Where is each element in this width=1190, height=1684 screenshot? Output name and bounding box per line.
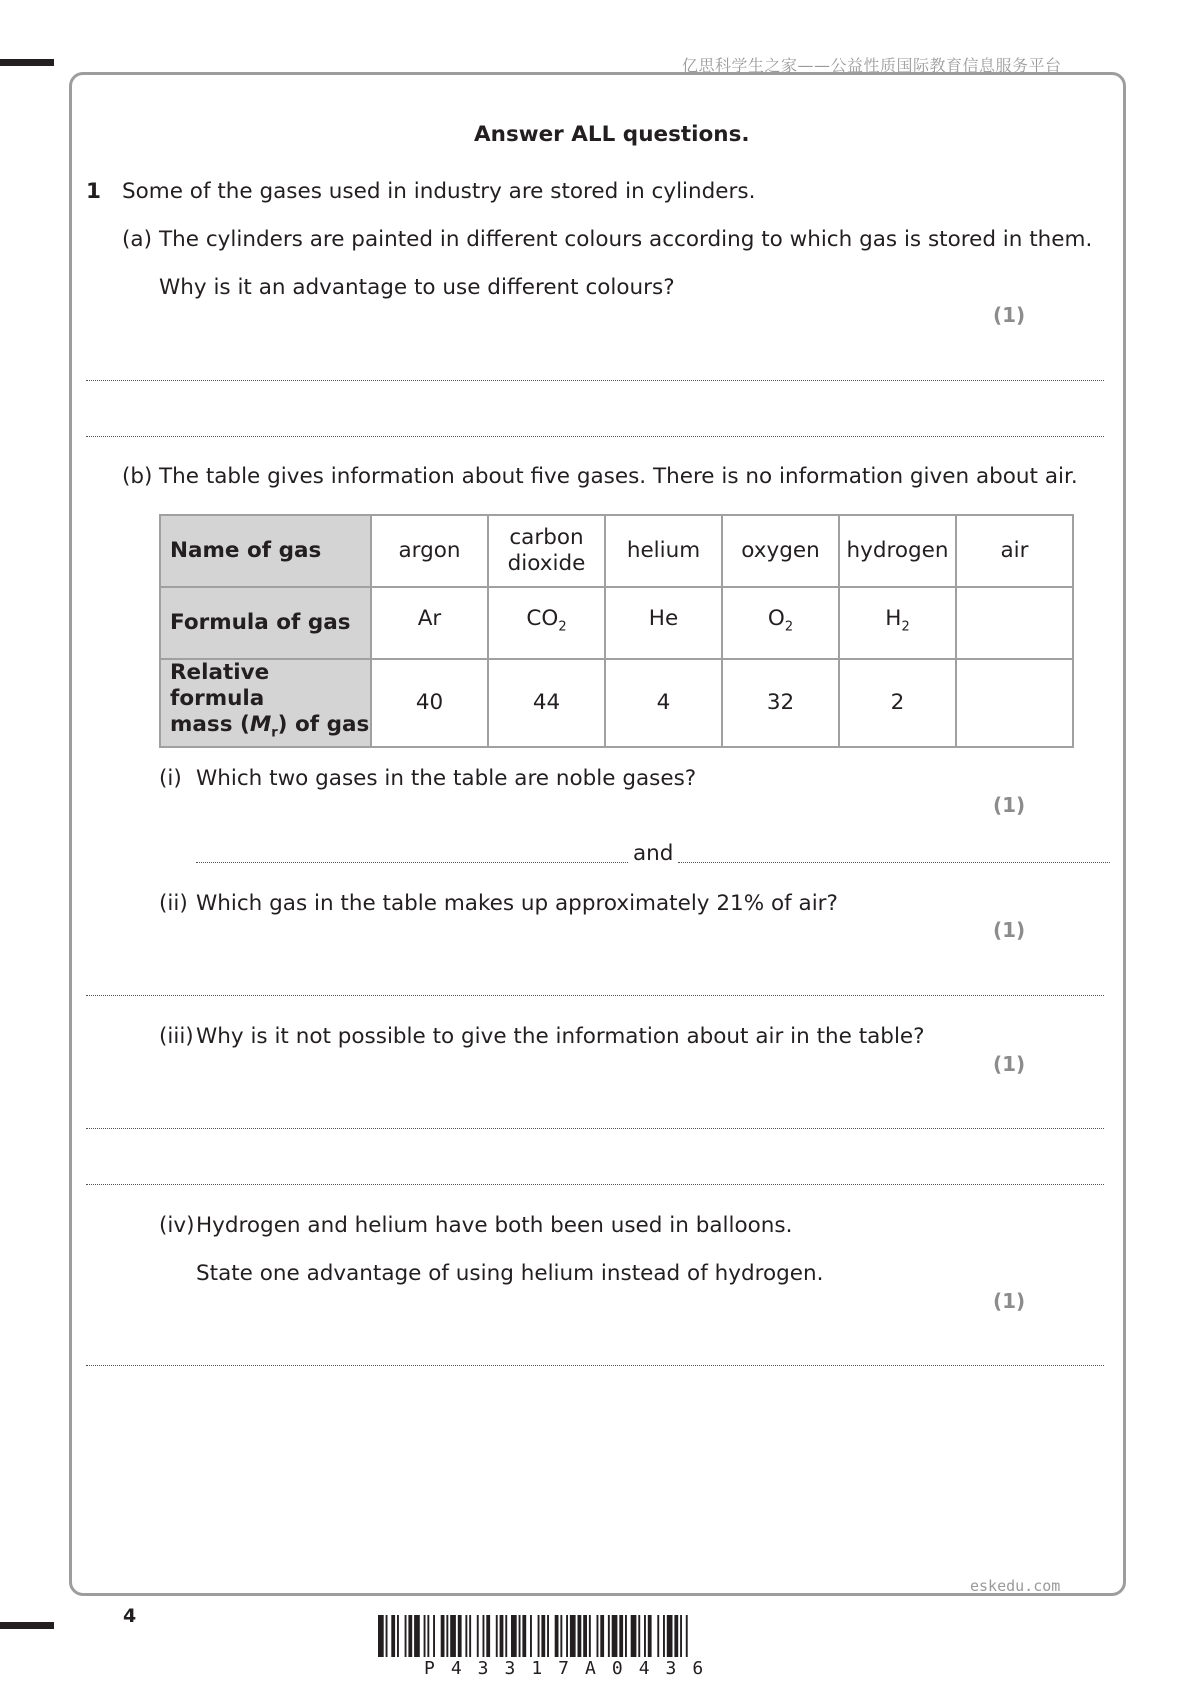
instructions-heading: Answer ALL questions. <box>474 122 750 147</box>
table-cell <box>488 587 605 659</box>
table-cell <box>722 587 839 659</box>
table-cell: 44 <box>488 659 605 747</box>
header-text: mass ( <box>170 712 250 737</box>
part-iv-marks: (1) <box>993 1289 1026 1313</box>
registration-mark-bottom <box>0 1622 54 1629</box>
table-cell: 4 <box>605 659 722 747</box>
watermark-bottom: eskedu.com <box>970 1577 1061 1595</box>
barcode-icon <box>378 1615 814 1657</box>
question-stem: Some of the gases used in industry are stored in cylinders. <box>122 179 756 204</box>
table-cell: 32 <box>722 659 839 747</box>
answer-line[interactable] <box>86 380 1104 381</box>
part-ii-label: (ii) <box>159 891 188 916</box>
part-iv-text: Hydrogen and helium have both been used in balloons. <box>196 1213 793 1238</box>
part-i-text: Which two gases in the table are noble gases? <box>196 766 697 791</box>
registration-mark-top <box>0 59 54 66</box>
formula-sub: 2 <box>558 619 567 635</box>
answer-line[interactable] <box>86 1184 1104 1185</box>
part-b-text: The table gives information about five gases. There is no information given about air. <box>159 464 1078 489</box>
watermark-top: 亿思科学生之家——公益性质国际教育信息服务平台 <box>682 56 1062 75</box>
header-text: Relative formula <box>170 660 270 711</box>
and-text: and <box>633 841 674 866</box>
part-a-marks: (1) <box>993 303 1026 327</box>
part-iv-label: (iv) <box>159 1213 195 1238</box>
table-row <box>160 515 1073 587</box>
part-a-label: (a) <box>122 227 152 252</box>
formula-base: CO <box>526 605 559 631</box>
row-header-formula: Formula of gas <box>160 587 371 659</box>
answer-line[interactable] <box>86 995 1104 996</box>
row-header-mass <box>160 659 371 747</box>
answer-line[interactable] <box>86 436 1104 437</box>
table-cell-empty[interactable] <box>956 659 1073 747</box>
table-cell: argon <box>371 515 488 587</box>
formula-base: O <box>767 605 785 631</box>
page-number: 4 <box>123 1605 137 1627</box>
formula-sub: 2 <box>784 619 794 635</box>
table-cell: 2 <box>839 659 956 747</box>
table-cell <box>371 587 488 659</box>
answer-line[interactable] <box>678 862 1110 863</box>
question-number: 1 <box>86 179 101 204</box>
part-i-marks: (1) <box>993 793 1026 817</box>
table-cell: hydrogen <box>839 515 956 587</box>
table-cell <box>488 515 605 587</box>
part-a-text: The cylinders are painted in different colours according to which gas is stored in them. <box>159 227 1093 252</box>
header-subscript: r <box>271 725 278 741</box>
gas-table <box>159 514 1074 748</box>
answer-line[interactable] <box>196 862 628 863</box>
row-header-name: Name of gas <box>160 515 371 587</box>
part-iii-marks: (1) <box>993 1052 1026 1076</box>
table-row <box>160 587 1073 659</box>
formula-sub: 2 <box>901 619 910 635</box>
part-iv-question: State one advantage of using helium instead of hydrogen. <box>196 1261 824 1286</box>
table-cell: 40 <box>371 659 488 747</box>
part-a-question: Why is it an advantage to use different colours? <box>159 275 675 300</box>
part-b-label: (b) <box>122 464 153 489</box>
answer-line[interactable] <box>86 1128 1104 1129</box>
formula-base: H <box>885 605 902 631</box>
answer-line[interactable] <box>86 1365 1104 1366</box>
barcode-text: P43317A0436 <box>424 1658 720 1679</box>
table-row <box>160 659 1073 747</box>
part-i-label: (i) <box>159 766 182 791</box>
table-cell <box>605 587 722 659</box>
cell-text: carbon dioxide <box>507 525 586 576</box>
table-cell <box>839 587 956 659</box>
table-cell: air <box>956 515 1073 587</box>
table-cell-empty[interactable] <box>956 587 1073 659</box>
header-text: ) of gas <box>277 712 370 737</box>
table-cell: helium <box>605 515 722 587</box>
part-ii-text: Which gas in the table makes up approximately 21% of air? <box>196 891 838 916</box>
part-iii-label: (iii) <box>159 1024 194 1049</box>
table-cell: oxygen <box>722 515 839 587</box>
header-symbol: M <box>249 712 272 737</box>
part-iii-text: Why is it not possible to give the information about air in the table? <box>196 1024 925 1049</box>
part-ii-marks: (1) <box>993 918 1026 942</box>
formula-base: He <box>648 605 679 631</box>
formula-base: Ar <box>417 605 442 631</box>
